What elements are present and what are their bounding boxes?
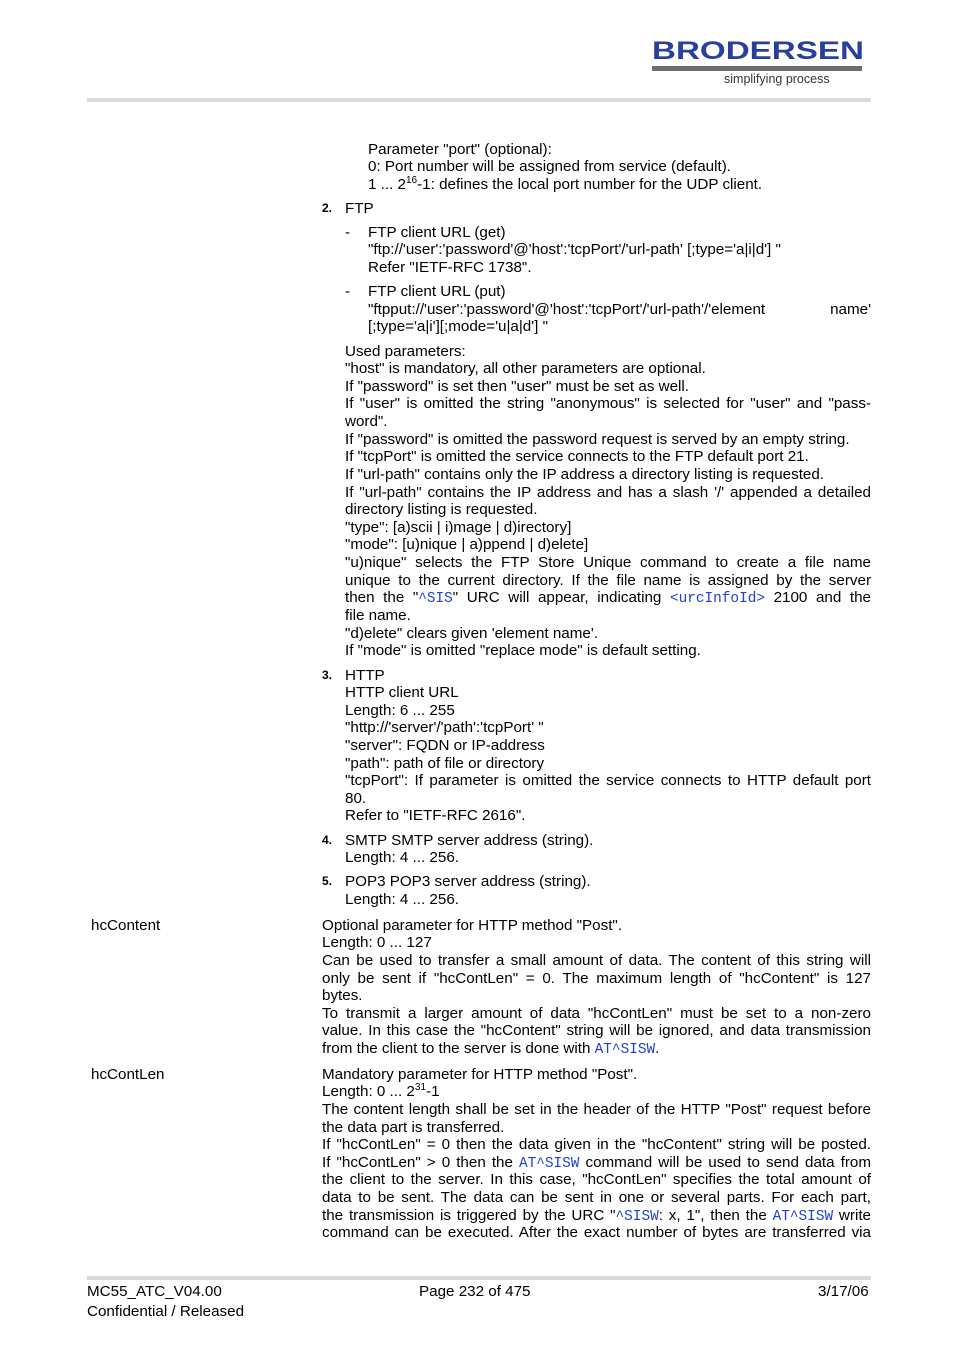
ftp-para-17: "d)elete" clears given 'element name'.	[345, 625, 598, 642]
ftp-para-2: "host" is mandatory, all other parameters are optional.	[345, 360, 706, 377]
item-number-smtp: 4.	[322, 833, 333, 847]
footer-rule	[87, 1276, 871, 1280]
port-line-1: Parameter "port" (optional):	[368, 141, 552, 158]
ftp-para-13: "u)nique" selects the FTP Store Unique command to create a file name	[345, 554, 871, 571]
item-number-pop3: 5.	[322, 874, 333, 888]
at-sisw-link[interactable]: AT^SISW	[594, 1042, 656, 1058]
at-sisw-link[interactable]: AT^SISW	[518, 1156, 580, 1172]
ftp-get-line-3: Refer "IETF-RFC 1738".	[368, 259, 532, 276]
ftp-para-4: If "user" is omitted the string "anonymous" is selected for "user" and "pass-	[345, 395, 871, 412]
hccontlen-line-10: command can be executed. After the exact number of bytes are transferred via	[322, 1224, 871, 1241]
ftp-para-8: If "url-path" contains only the IP address a directory listing is requested.	[345, 466, 825, 483]
ftp-para-5: word".	[345, 413, 388, 430]
http-line-4: "http://'server'/'path':'tcpPort' "	[345, 719, 544, 736]
logo-tagline: simplifying process	[724, 72, 830, 86]
ftp-para-7: If "tcpPort" is omitted the service connects to the FTP default port 21.	[345, 448, 809, 465]
ftp-put-line-3: [;type='a|i'][;mode='u|a|d'] "	[368, 318, 548, 335]
ftp-para-1: Used parameters:	[345, 343, 466, 360]
ftp-para-15: then the "^SIS" URC will appear, indicating <urcInfoId> 2100 and the	[345, 589, 871, 607]
item-number-ftp: 2.	[322, 201, 333, 215]
port-line-2: 0: Port number will be assigned from service (default).	[368, 158, 731, 175]
ftp-para-10: directory listing is requested.	[345, 501, 538, 518]
ftp-para-11: "type": [a)scii | i)mage | d)irectory]	[345, 519, 572, 536]
hccontent-line-7: value. In this case the "hcContent" string will be ignored, and data transmission	[322, 1022, 871, 1039]
footer-page-number: Page 232 of 475	[419, 1283, 531, 1300]
hccontlen-line-1: Mandatory parameter for HTTP method "Post".	[322, 1066, 638, 1083]
hccontent-line-1: Optional parameter for HTTP method "Post".	[322, 917, 623, 934]
ftp-para-9: If "url-path" contains the IP address and has a slash '/' appended a detailed	[345, 484, 871, 501]
ftp-put-dash: -	[345, 283, 351, 300]
http-line-2: HTTP client URL	[345, 684, 459, 701]
param-label-hccontlen: hcContLen	[91, 1066, 165, 1083]
hccontent-line-5: bytes.	[322, 987, 363, 1004]
ftp-para-18: If "mode" is omitted "replace mode" is default setting.	[345, 642, 701, 659]
ftp-get-dash: -	[345, 224, 351, 241]
urcinfoid-link[interactable]: <urcInfoId>	[669, 591, 765, 607]
hccontent-line-8: from the client to the server is done with AT^SISW.	[322, 1040, 660, 1058]
smtp-line-2: Length: 4 ... 256.	[345, 849, 459, 866]
ftp-put-line-2: "ftpput://'user':'password'@'host':'tcpPort'/'url-path'/'element name'	[368, 301, 871, 318]
ftp-para-3: If "password" is set then "user" must be set as well.	[345, 378, 690, 395]
sisw-urc-link[interactable]: ^SISW	[615, 1209, 659, 1225]
ftp-para-14: unique to the current directory. If the file name is assigned by the server	[345, 572, 871, 589]
hccontent-line-6: To transmit a larger amount of data "hcContLen" must be set to a non-zero	[322, 1005, 871, 1022]
http-line-6: "path": path of file or directory	[345, 755, 545, 772]
http-line-7: "tcpPort": If parameter is omitted the service connects to HTTP default port	[345, 772, 871, 789]
ftp-para-16: file name.	[345, 607, 411, 624]
http-line-3: Length: 6 ... 255	[345, 702, 455, 719]
sis-link[interactable]: ^SIS	[418, 591, 453, 607]
hccontlen-line-8: data to be sent. The data can be sent in one or several parts. For each part,	[322, 1189, 871, 1206]
footer-date: 3/17/06	[818, 1283, 869, 1300]
hccontlen-line-7: the client to the server. In this case, "hcContLen" specifies the total amount of	[322, 1171, 871, 1188]
port-line-3: 1 ... $2^{16}-1$: defines the local port number for the UDP client.	[368, 174, 763, 193]
hccontlen-line-5: If "hcContLen" = 0 then the data given in the "hcContent" string will be posted.	[322, 1136, 871, 1153]
http-line-1: HTTP	[345, 667, 385, 684]
hccontlen-line-9: the transmission is triggered by the URC "^SISW: x, 1", then the AT^SISW write	[322, 1207, 871, 1225]
logo-wordmark: BRODERSEN	[652, 38, 864, 62]
footer-status: Confidential / Released	[87, 1303, 245, 1320]
hccontlen-line-3: The content length shall be set in the header of the HTTP "Post" request before	[322, 1101, 871, 1118]
ftp-get-line-2: "ftp://'user':'password'@'host':'tcpPort'/'url-path' [;type='a|i|d'] "	[368, 241, 781, 258]
hccontent-line-2: Length: 0 ... 127	[322, 934, 432, 951]
at-sisw-link[interactable]: AT^SISW	[772, 1209, 834, 1225]
ftp-title: FTP	[345, 200, 374, 217]
footer-doc-id: MC55_ATC_V04.00	[87, 1283, 222, 1300]
pop3-line-1: POP3 POP3 server address (string).	[345, 873, 591, 890]
brodersen-logo-icon	[652, 38, 864, 62]
http-line-8: 80.	[345, 790, 367, 807]
ftp-para-6: If "password" is omitted the password request is served by an empty string.	[345, 431, 850, 448]
ftp-put-line-1: FTP client URL (put)	[368, 283, 506, 300]
hccontlen-line-6: If "hcContLen" > 0 then the AT^SISW command will be used to send data from	[322, 1154, 871, 1172]
ftp-para-12: "mode": [u)nique | a)ppend | d)elete]	[345, 536, 589, 553]
item-number-http: 3.	[322, 668, 333, 682]
hccontlen-line-2: Length: 0 ... $2^{31}-1$	[322, 1081, 440, 1100]
pop3-line-2: Length: 4 ... 256.	[345, 891, 459, 908]
param-label-hccontent: hcContent	[91, 917, 161, 934]
logo-underline	[652, 66, 862, 71]
http-line-9: Refer to "IETF-RFC 2616".	[345, 807, 526, 824]
hccontent-line-3: Can be used to transfer a small amount of data. The content of this string will	[322, 952, 871, 969]
hccontent-line-4: only be sent if "hcContLen" = 0. The maximum length of "hcContent" is 127	[322, 970, 871, 987]
hccontlen-line-4: the data part is transferred.	[322, 1119, 505, 1136]
ftp-get-line-1: FTP client URL (get)	[368, 224, 506, 241]
http-line-5: "server": FQDN or IP-address	[345, 737, 545, 754]
smtp-line-1: SMTP SMTP server address (string).	[345, 832, 594, 849]
header-rule	[87, 98, 871, 102]
